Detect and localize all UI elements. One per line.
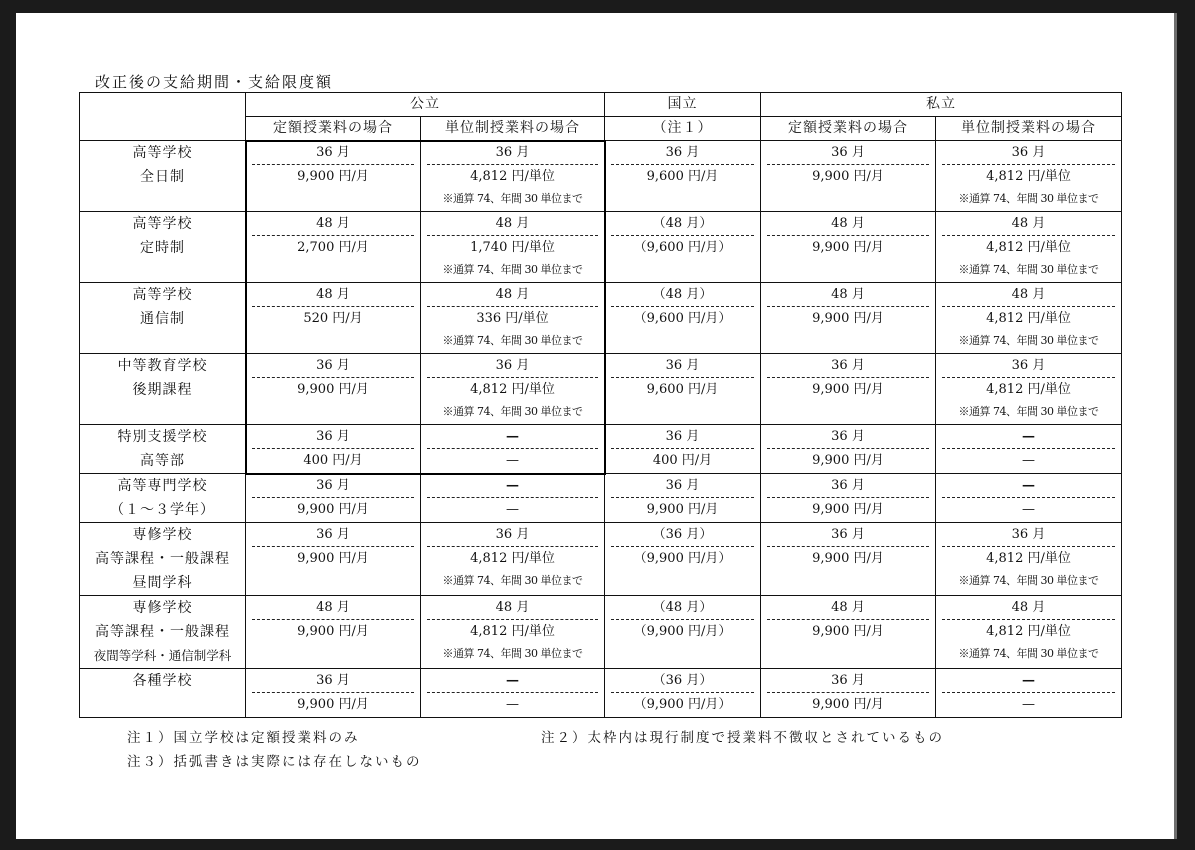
unit-limit-note: ※通算 74、年間 30 単位まで [958,263,1099,276]
amount-value: （9,900 円/月） [633,697,732,712]
amount-value: — [506,502,519,517]
table-cell [246,669,421,718]
amount-value: — [1022,502,1035,517]
header-public-unit: 単位制授業料の場合 [421,117,605,141]
table-cell [246,212,421,283]
amount-value: （9,600 円/月） [633,240,732,255]
table-cell [936,669,1122,718]
table-cell [246,354,421,425]
row-label-line: 通信制 [140,311,185,327]
row-label-line: 高等課程・一般課程 [95,551,230,567]
row-label-line: 高等学校 [132,216,193,232]
table-cell [421,669,605,718]
table-cell [936,141,1122,212]
header-national-note: （注１） [605,117,761,141]
period-value: 36 月 [942,354,1115,378]
row-label-line: 高等学校 [132,287,193,303]
table-cell [761,596,936,669]
amount-value: 4,812 円/単位 [986,169,1071,184]
table-row [80,523,1122,596]
table-cell [605,596,761,669]
table-cell [421,354,605,425]
table-caption: 改正後の支給期間・支給限度額 [95,73,334,91]
amount-value: 9,900 円/月 [812,169,884,184]
row-label [80,283,246,354]
period-value: 36 月 [252,474,414,498]
table-cell [761,474,936,523]
table-cell [936,596,1122,669]
period-value: 48 月 [942,596,1115,620]
row-label [80,474,246,523]
period-value: 48 月 [252,596,414,620]
amount-value: 9,600 円/月 [646,382,719,397]
row-label-line: 特別支援学校 [117,429,208,445]
period-value: 48 月 [767,283,929,307]
period-value: 36 月 [427,354,598,378]
period-value: 36 月 [252,354,414,378]
table-cell [421,474,605,523]
table-cell [246,523,421,596]
header-private: 私立 [761,93,1122,117]
row-label [80,425,246,474]
amount-value: 520 円/月 [303,311,363,326]
table-cell [936,283,1122,354]
period-value: （36 月） [611,669,754,693]
unit-limit-note: ※通算 74、年間 30 単位まで [958,647,1099,660]
header-row-1 [80,93,1122,117]
unit-limit-note: ※通算 74、年間 30 単位まで [442,263,583,276]
period-value: （48 月） [611,596,754,620]
period-value: 36 月 [427,141,598,165]
table-cell [761,212,936,283]
row-label-line: 専修学校 [132,600,193,616]
amount-value: 9,900 円/月 [812,551,884,566]
period-value: 36 月 [767,669,929,693]
amount-value: 9,900 円/月 [297,169,369,184]
amount-value: 400 円/月 [303,453,363,468]
period-value: 36 月 [942,141,1115,165]
row-label [80,354,246,425]
period-value: — [427,425,598,449]
amount-value: 4,812 円/単位 [470,551,555,566]
table-row [80,425,1122,474]
period-value: — [942,425,1115,449]
row-label [80,523,246,596]
table-cell [421,283,605,354]
period-value: 48 月 [942,283,1115,307]
amount-value: — [506,697,519,712]
unit-limit-note: ※通算 74、年間 30 単位まで [442,405,583,418]
support-limit-table [79,92,1122,718]
period-value: 48 月 [767,596,929,620]
row-label [80,212,246,283]
amount-value: 9,900 円/月 [812,382,884,397]
table-cell [421,596,605,669]
row-label-line: 高等課程・一般課程 [95,624,230,640]
period-value: （48 月） [611,283,754,307]
row-label-line: 高等部 [140,453,185,469]
table-cell [605,354,761,425]
row-label [80,141,246,212]
table-cell [605,669,761,718]
amount-value: 4,812 円/単位 [986,624,1071,639]
amount-value: （9,900 円/月） [633,624,732,639]
amount-value: 9,900 円/月 [812,240,884,255]
period-value: 48 月 [767,212,929,236]
table-cell [605,141,761,212]
row-label-line: 全日制 [140,169,185,185]
table-cell [246,283,421,354]
period-value: 48 月 [252,283,414,307]
row-label-line: 専修学校 [132,527,193,543]
row-label-line: 後期課程 [132,382,193,398]
period-value: 36 月 [427,523,598,547]
period-value: 36 月 [767,523,929,547]
period-value: — [942,669,1115,693]
row-label-line: 高等学校 [132,145,193,161]
table-row [80,212,1122,283]
footnote-2: 注２）太枠内は現行制度で授業料不徴収とされているもの [541,730,944,746]
period-value: 36 月 [611,474,754,498]
unit-limit-note: ※通算 74、年間 30 単位まで [958,192,1099,205]
row-label [80,596,246,669]
amount-value: 4,812 円/単位 [986,240,1071,255]
table-row [80,141,1122,212]
table-cell [761,425,936,474]
table-cell [421,425,605,474]
table-cell [936,212,1122,283]
period-value: 36 月 [611,425,754,449]
amount-value: 9,900 円/月 [297,624,369,639]
table-row [80,283,1122,354]
period-value: — [942,474,1115,498]
table-cell [421,523,605,596]
period-value: — [427,474,598,498]
row-label-line: 高等専門学校 [117,478,208,494]
table-cell [246,141,421,212]
row-label-line: 夜間等学科・通信制学科 [93,648,232,663]
amount-value: 9,900 円/月 [297,697,369,712]
amount-value: 9,900 円/月 [812,311,884,326]
amount-value: 2,700 円/月 [297,240,369,255]
unit-limit-note: ※通算 74、年間 30 単位まで [442,334,583,347]
table-cell [605,474,761,523]
unit-limit-note: ※通算 74、年間 30 単位まで [958,405,1099,418]
amount-value: 9,900 円/月 [297,502,369,517]
table-row [80,474,1122,523]
table-cell [936,425,1122,474]
header-public: 公立 [246,93,605,117]
row-label-line: 各種学校 [132,673,193,689]
table-row [80,669,1122,718]
amount-value: 9,900 円/月 [646,502,719,517]
footnote-1: 注１）国立学校は定額授業料のみ [127,730,360,746]
amount-value: 9,900 円/月 [297,551,369,566]
unit-limit-note: ※通算 74、年間 30 単位まで [958,574,1099,587]
header-private-unit: 単位制授業料の場合 [936,117,1122,141]
amount-value: 4,812 円/単位 [470,382,555,397]
period-value: — [427,669,598,693]
amount-value: 9,900 円/月 [297,382,369,397]
period-value: 36 月 [252,669,414,693]
table-cell [605,283,761,354]
amount-value: 9,900 円/月 [812,502,884,517]
table-cell [761,354,936,425]
table-cell [761,141,936,212]
period-value: 36 月 [942,523,1115,547]
period-value: 36 月 [767,425,929,449]
amount-value: 4,812 円/単位 [986,382,1071,397]
period-value: 36 月 [252,523,414,547]
header-national: 国立 [605,93,761,117]
row-label-line: 昼間学科 [132,575,193,591]
unit-limit-note: ※通算 74、年間 30 単位まで [958,334,1099,347]
amount-value: 1,740 円/単位 [470,240,555,255]
table-cell [761,669,936,718]
row-label [80,669,246,718]
amount-value: 9,900 円/月 [812,697,884,712]
header-public-fixed: 定額授業料の場合 [246,117,421,141]
row-label-line: 中等教育学校 [117,358,208,374]
amount-value: — [1022,697,1035,712]
amount-value: 9,600 円/月 [646,169,719,184]
period-value: 48 月 [427,283,598,307]
header-blank [80,93,246,141]
period-value: 36 月 [767,141,929,165]
amount-value: — [1022,453,1035,468]
amount-value: 9,900 円/月 [812,624,884,639]
table-cell [936,354,1122,425]
unit-limit-note: ※通算 74、年間 30 単位まで [442,574,583,587]
table-cell [936,523,1122,596]
period-value: （48 月） [611,212,754,236]
table-cell [246,425,421,474]
period-value: 36 月 [611,354,754,378]
header-private-fixed: 定額授業料の場合 [761,117,936,141]
table-cell [246,596,421,669]
footnote-3: 注３）括弧書きは実際には存在しないもの [127,754,422,770]
table-cell [421,212,605,283]
period-value: 48 月 [427,596,598,620]
amount-value: 336 円/単位 [476,311,549,326]
amount-value: 4,812 円/単位 [470,169,555,184]
table-cell [421,141,605,212]
amount-value: 400 円/月 [652,453,713,468]
table-cell [246,474,421,523]
amount-value: （9,600 円/月） [633,311,732,326]
table-cell [761,283,936,354]
period-value: 36 月 [252,141,414,165]
period-value: 36 月 [252,425,414,449]
amount-value: 9,900 円/月 [812,453,884,468]
table-row [80,596,1122,669]
period-value: 48 月 [942,212,1115,236]
table-row [80,354,1122,425]
table-cell [761,523,936,596]
amount-value: 4,812 円/単位 [986,311,1071,326]
table-cell [605,212,761,283]
unit-limit-note: ※通算 74、年間 30 単位まで [442,192,583,205]
unit-limit-note: ※通算 74、年間 30 単位まで [442,647,583,660]
table-cell [936,474,1122,523]
amount-value: — [506,453,519,468]
period-value: 36 月 [767,474,929,498]
period-value: （36 月） [611,523,754,547]
period-value: 48 月 [427,212,598,236]
period-value: 36 月 [767,354,929,378]
amount-value: 4,812 円/単位 [470,624,555,639]
row-label-line: （１～３学年） [110,502,215,518]
row-label-line: 定時制 [140,240,185,256]
table-cell [605,523,761,596]
table-cell [605,425,761,474]
period-value: 36 月 [611,141,754,165]
amount-value: （9,900 円/月） [633,551,732,566]
amount-value: 4,812 円/単位 [986,551,1071,566]
period-value: 48 月 [252,212,414,236]
